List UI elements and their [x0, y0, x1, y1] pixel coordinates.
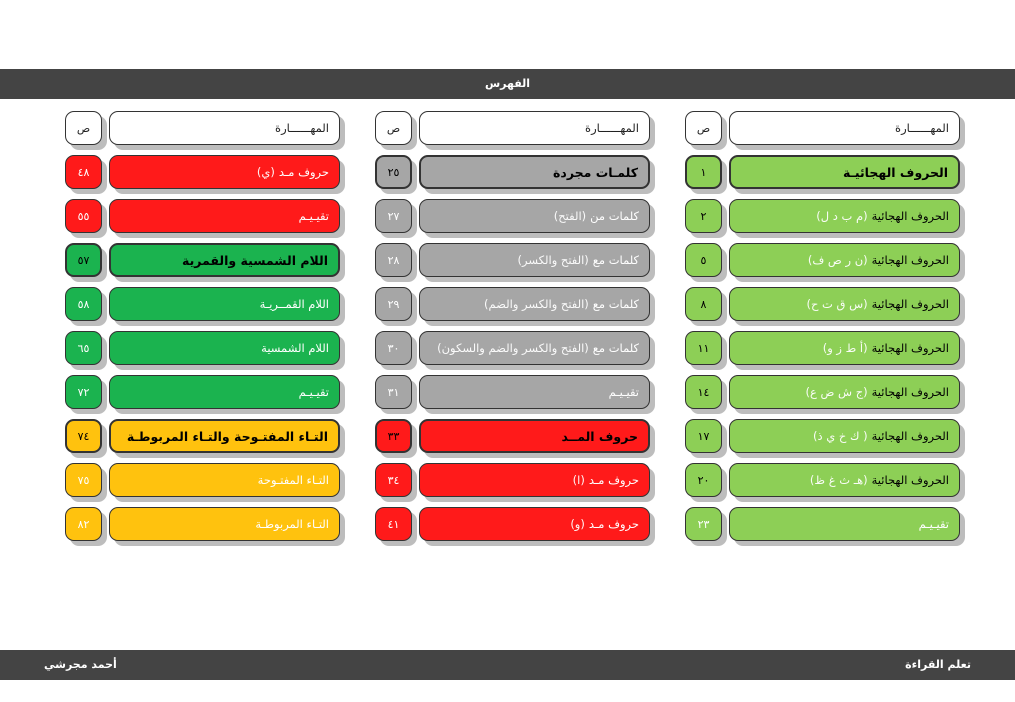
page-number[interactable]: ٧٥	[65, 463, 102, 497]
skill-entry[interactable]	[109, 287, 340, 321]
skill-sublabel: (الفتح والكسر والضم والسكون)	[437, 341, 589, 355]
skill-sublabel: (ج ش ض ع)	[805, 385, 868, 399]
page-number[interactable]: ٤٨	[65, 155, 102, 189]
page-number[interactable]: ٥٨	[65, 287, 102, 321]
skill-sublabel: (م ب د ل)	[816, 209, 868, 223]
page-number[interactable]: ٢٠	[685, 463, 722, 497]
skill-entry[interactable]	[729, 375, 960, 409]
page-number[interactable]: ١٧	[685, 419, 722, 453]
skill-sublabel: (و)	[570, 517, 585, 531]
skill-entry[interactable]	[419, 507, 650, 541]
page-number[interactable]: ٨	[685, 287, 722, 321]
skill-entry[interactable]	[109, 419, 340, 453]
skill-label: الحروف الهجائية	[871, 473, 949, 487]
skill-label: حروف مـد	[588, 473, 639, 487]
index-entry-row[interactable]	[375, 375, 655, 411]
skill-label: حروف المــد	[561, 428, 638, 444]
skill-entry[interactable]	[729, 287, 960, 321]
index-entry-row[interactable]	[65, 375, 345, 411]
skill-label: كلمات من	[590, 209, 639, 223]
skill-entry[interactable]	[419, 375, 650, 409]
skill-entry[interactable]	[109, 375, 340, 409]
skill-label: حروف مـد	[588, 517, 639, 531]
index-section-row[interactable]	[65, 243, 345, 279]
page-column-header: ص	[685, 111, 722, 145]
skill-sublabel: (ن ر ص ف)	[807, 253, 868, 267]
skill-sublabel: ( ك خ ي ذ)	[813, 429, 868, 443]
skill-sublabel: (س ق ت ح)	[806, 297, 868, 311]
page-number[interactable]: ٢٣	[685, 507, 722, 541]
index-entry-row[interactable]	[375, 507, 655, 543]
index-entry-row[interactable]	[375, 331, 655, 367]
skill-label: الحروف الهجائية	[871, 341, 949, 355]
page-number[interactable]: ٢	[685, 199, 722, 233]
skill-sublabel: (الفتح والكسر)	[517, 253, 589, 267]
index-section-row[interactable]	[685, 155, 965, 191]
footer-bar	[0, 650, 1015, 680]
index-entry-row[interactable]	[375, 463, 655, 499]
skill-entry[interactable]	[419, 199, 650, 233]
page-number[interactable]: ١١	[685, 331, 722, 365]
page-number[interactable]: ٢٨	[375, 243, 412, 277]
skill-sublabel: (ي)	[256, 165, 275, 179]
skill-sublabel: (الفتح والكسر والضم)	[484, 297, 589, 311]
skill-label: التـاء المربوطـة	[255, 517, 329, 531]
page-number[interactable]: ٨٢	[65, 507, 102, 541]
index-entry-row[interactable]	[375, 243, 655, 279]
index-entry-row[interactable]	[65, 463, 345, 499]
skill-sublabel: (هـ ث غ ظ)	[809, 473, 868, 487]
skill-column-header: المهــــــارة	[109, 111, 340, 145]
skill-entry[interactable]	[109, 507, 340, 541]
skill-entry[interactable]	[109, 199, 340, 233]
skill-entry[interactable]	[419, 331, 650, 365]
skill-entry[interactable]	[419, 463, 650, 497]
skill-entry[interactable]	[109, 463, 340, 497]
index-entry-row[interactable]	[375, 199, 655, 235]
skill-entry[interactable]	[729, 463, 960, 497]
page-number[interactable]: ٢٥	[375, 155, 412, 189]
skill-entry[interactable]	[729, 199, 960, 233]
skill-label: تقيـيـم	[608, 385, 639, 399]
top-title-bar	[0, 69, 1015, 99]
skill-entry[interactable]	[729, 331, 960, 365]
index-section-row[interactable]	[65, 419, 345, 455]
skill-label: الحروف الهجائية	[871, 297, 949, 311]
skill-label: حروف مـد	[278, 165, 329, 179]
skill-label: تقيـيـم	[918, 517, 949, 531]
skill-label: الحروف الهجائية	[871, 253, 949, 267]
skill-sublabel: (ا)	[572, 473, 585, 487]
page-number[interactable]: ٣٠	[375, 331, 412, 365]
index-section-row[interactable]	[375, 155, 655, 191]
column-header	[65, 111, 345, 147]
page-number[interactable]: ٤١	[375, 507, 412, 541]
index-entry-row[interactable]	[375, 287, 655, 323]
skill-label: الحروف الهجائية	[871, 429, 949, 443]
index-entry-row[interactable]	[65, 507, 345, 543]
skill-label: التـاء المفتـوحة والتـاء المربوطـة	[126, 428, 328, 444]
index-entry-row[interactable]	[65, 199, 345, 235]
skill-label: تقيـيـم	[298, 209, 329, 223]
page-number[interactable]: ٥٧	[65, 243, 102, 277]
skill-label: كلمات مع	[592, 297, 639, 311]
skill-label: الحروف الهجائيـة	[843, 164, 948, 180]
index-entry-row[interactable]	[685, 375, 965, 411]
index-column-right	[685, 111, 965, 551]
page-number[interactable]: ٢٩	[375, 287, 412, 321]
page-column-header: ص	[65, 111, 102, 145]
page-number[interactable]: ٣٣	[375, 419, 412, 453]
skill-sublabel: (أ ط ز و)	[822, 341, 868, 355]
skill-entry[interactable]	[109, 155, 340, 189]
page-number[interactable]: ٣١	[375, 375, 412, 409]
index-entry-row[interactable]	[685, 331, 965, 367]
skill-label: التـاء المفتـوحة	[257, 473, 329, 487]
column-header	[375, 111, 655, 147]
index-column-middle	[375, 111, 655, 551]
index-column-left	[65, 111, 345, 551]
index-entry-row[interactable]	[685, 243, 965, 279]
page-number[interactable]: ٦٥	[65, 331, 102, 365]
skill-label: الحروف الهجائية	[871, 209, 949, 223]
page-column-header: ص	[375, 111, 412, 145]
index-entry-row[interactable]	[65, 331, 345, 367]
skill-entry[interactable]	[419, 155, 650, 189]
skill-entry[interactable]	[109, 331, 340, 365]
page-number[interactable]: ٣٤	[375, 463, 412, 497]
page-number[interactable]: ٥	[685, 243, 722, 277]
skill-entry[interactable]	[419, 287, 650, 321]
footer-book-title: تعلم القراءة	[905, 658, 971, 671]
skill-label: كلمات مع	[592, 253, 639, 267]
skill-entry[interactable]	[729, 243, 960, 277]
skill-label: كلمـات مجردة	[553, 164, 638, 180]
footer-author: أحمد مجرشي	[44, 658, 117, 671]
page-number[interactable]: ١٤	[685, 375, 722, 409]
index-entry-row[interactable]	[685, 507, 965, 543]
page-number[interactable]: ١	[685, 155, 722, 189]
skill-entry[interactable]	[109, 243, 340, 277]
skill-entry[interactable]	[419, 419, 650, 453]
page-number[interactable]: ٥٥	[65, 199, 102, 233]
index-entry-row[interactable]	[685, 199, 965, 235]
index-entry-row[interactable]	[685, 463, 965, 499]
index-entry-row[interactable]	[685, 287, 965, 323]
page-number[interactable]: ٧٤	[65, 419, 102, 453]
index-entry-row[interactable]	[65, 287, 345, 323]
skill-label: تقيـيـم	[298, 385, 329, 399]
page-title: الفهرس	[484, 77, 531, 90]
skill-entry[interactable]	[729, 155, 960, 189]
column-header	[685, 111, 965, 147]
page-number[interactable]: ٧٢	[65, 375, 102, 409]
skill-entry[interactable]	[729, 419, 960, 453]
index-entry-row[interactable]	[685, 419, 965, 455]
skill-label: اللام الشمسية	[261, 341, 329, 355]
skill-entry[interactable]	[729, 507, 960, 541]
skill-column-header: المهــــــارة	[419, 111, 650, 145]
skill-entry[interactable]	[419, 243, 650, 277]
skill-column-header: المهــــــارة	[729, 111, 960, 145]
index-entry-row[interactable]	[65, 155, 345, 191]
skill-sublabel: (الفتح)	[553, 209, 587, 223]
skill-label: الحروف الهجائية	[871, 385, 949, 399]
skill-label: اللام الشمسية والقمرية	[182, 252, 328, 268]
index-section-row[interactable]	[375, 419, 655, 455]
skill-label: كلمات مع	[592, 341, 639, 355]
skill-label: اللام القمــريـة	[259, 297, 329, 311]
page-number[interactable]: ٢٧	[375, 199, 412, 233]
